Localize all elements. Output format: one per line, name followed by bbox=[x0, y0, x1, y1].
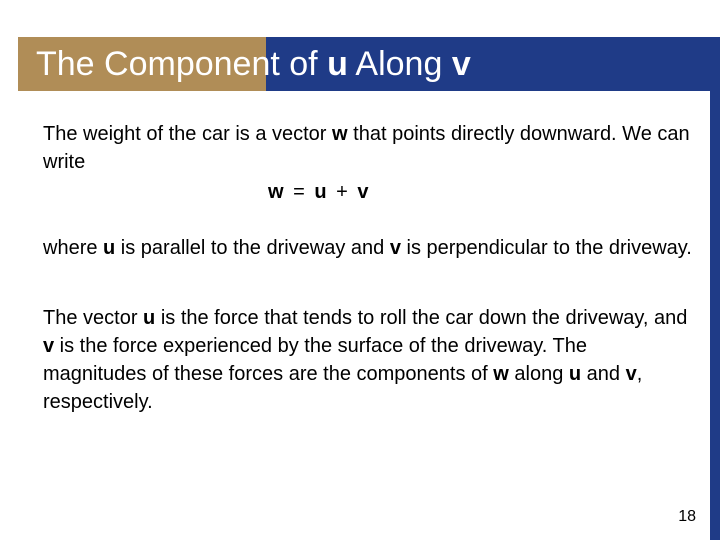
equation-u: u bbox=[314, 181, 329, 203]
equation bbox=[43, 178, 693, 206]
text: where bbox=[43, 237, 104, 259]
text: The vector bbox=[43, 307, 144, 329]
text: is the force that tends to roll the car down the driveway, and bbox=[155, 307, 688, 329]
text: is the force experienced by the surface of the driveway. The magnitudes of these forces are the components of bbox=[43, 335, 588, 385]
text: that points directly downward. We can write bbox=[43, 123, 690, 173]
vector-w: w bbox=[493, 363, 509, 385]
vector-v: v bbox=[625, 363, 637, 385]
equation-plus: + bbox=[328, 181, 358, 203]
slide-body bbox=[43, 120, 693, 416]
text: along bbox=[508, 363, 569, 385]
title-middle: Along bbox=[347, 45, 452, 83]
vector-u: u bbox=[143, 307, 156, 329]
equation-v: v bbox=[357, 181, 371, 203]
paragraph-forces bbox=[43, 304, 693, 416]
vector-u: u bbox=[103, 237, 116, 259]
slide-title bbox=[36, 44, 471, 84]
title-prefix: The Component of bbox=[36, 45, 328, 83]
vector-u: u bbox=[568, 363, 582, 385]
spacer bbox=[43, 262, 693, 304]
equation-equals: = bbox=[285, 181, 315, 203]
right-accent-stripe bbox=[710, 91, 720, 540]
spacer bbox=[43, 206, 693, 234]
page-number: 18 bbox=[678, 508, 696, 525]
text: is parallel to the driveway and bbox=[115, 237, 390, 259]
title-u: u bbox=[327, 45, 348, 83]
text: The weight of the car is a vector bbox=[43, 123, 333, 145]
vector-v: v bbox=[43, 335, 55, 357]
equation-w: w bbox=[268, 181, 286, 203]
vector-w: w bbox=[332, 123, 348, 145]
text: is perpendicular to the driveway. bbox=[400, 237, 692, 259]
title-v: v bbox=[451, 45, 471, 83]
paragraph-weight bbox=[43, 120, 693, 176]
vector-v: v bbox=[389, 237, 401, 259]
text: and bbox=[581, 363, 626, 385]
paragraph-parallel bbox=[43, 234, 693, 262]
text: , respectively. bbox=[43, 363, 643, 413]
